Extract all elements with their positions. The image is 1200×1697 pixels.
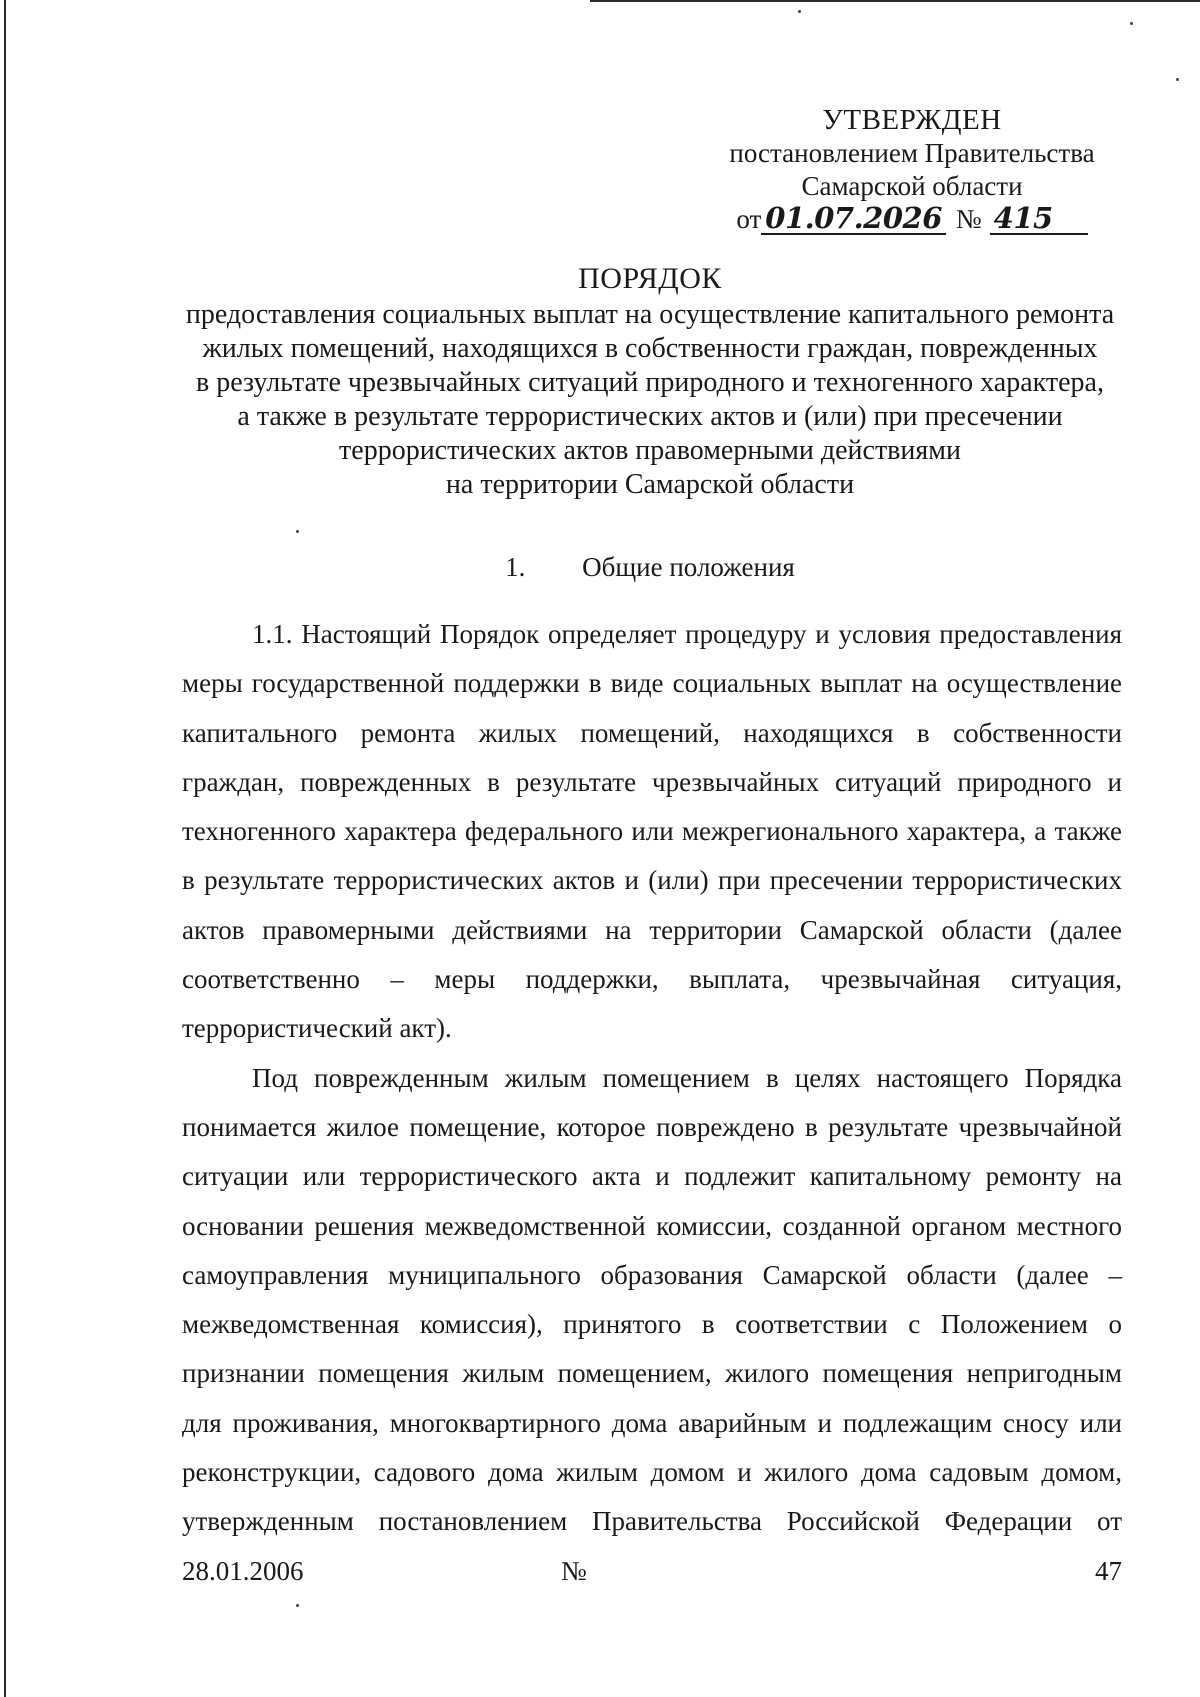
approval-line-1: постановлением Правительства — [729, 138, 1095, 168]
paragraph: Под поврежденным жилым помещением в целях настоящего Порядка понимается жилое помещение, которое повреждено в результате чрезвычайной ситуации или террористического акта и подлежит капитальному ремонту на основании решения межведомственной комиссии, созданной органом местного самоуправления муниципального образования Самарской области (далее – межведомственная комиссия), принятого в соответствии с Положением о признании помещения жилым помещением, жилого помещения непригодным для проживания, многоквартирного дома аварийным и подлежащим сносу или реконструкции, садового дома жилым домом и жилого дома садовым домом, утвержденным постановлением Правительства Российской Федерации от 28.01.2006 № 47 — [182, 1062, 1122, 1586]
scan-speck — [296, 530, 299, 533]
scan-speck — [1176, 78, 1179, 81]
approval-heading: УТВЕРЖДЕН — [822, 104, 1002, 136]
paragraph: 1.1. Настоящий Порядок определяет процедуру и условия предоставления меры государственной поддержки в виде социальных выплат на осуществление капитального ремонта жилых помещений, находящихся в собственности граждан, поврежденных в результате чрезвычайных ситуаций природного и техногенного характера федерального или межрегионального характера, а также в результате террористических актов и (или) при пресечении террористических актов правомерными действиями на территории Самарской области (далее соответственно – меры поддержки, выплата, чрезвычайная ситуация, террористический акт). — [182, 619, 1122, 1044]
scan-left-edge — [4, 0, 6, 1697]
scan-speck — [798, 10, 801, 13]
scan-speck — [1130, 22, 1133, 25]
approval-block — [712, 104, 1112, 236]
subtitle-line: на территории Самарской области — [445, 469, 855, 500]
approval-line-2: Самарской области — [801, 171, 1023, 201]
section-heading — [180, 552, 1120, 583]
section-title: Общие положения — [582, 552, 795, 582]
handwritten-date: 01.07.2026 — [761, 203, 946, 235]
subtitle-line: а также в результате террористических актов и (или) при пресечении — [237, 401, 1063, 432]
approval-date-line — [712, 203, 1112, 236]
section-number: 1. — [505, 552, 526, 582]
scan-speck — [296, 1604, 299, 1607]
date-prefix: от — [736, 204, 762, 234]
subtitle-line: террористических актов правомерными действиями — [339, 435, 961, 466]
subtitle-line: в результате чрезвычайных ситуаций природного и техногенного характера, — [196, 367, 1104, 398]
subtitle-line: предоставления социальных выплат на осуществление капитального ремонта — [185, 299, 1115, 330]
document-title: ПОРЯДОК — [578, 262, 722, 295]
handwritten-number: 415 — [990, 203, 1088, 235]
scan-top-edge — [590, 0, 1200, 2]
document-body — [182, 610, 1122, 1596]
document-title-block — [180, 262, 1120, 502]
subtitle-line: жилых помещений, находящихся в собственности граждан, поврежденных — [202, 333, 1098, 364]
number-prefix: № — [955, 204, 982, 234]
